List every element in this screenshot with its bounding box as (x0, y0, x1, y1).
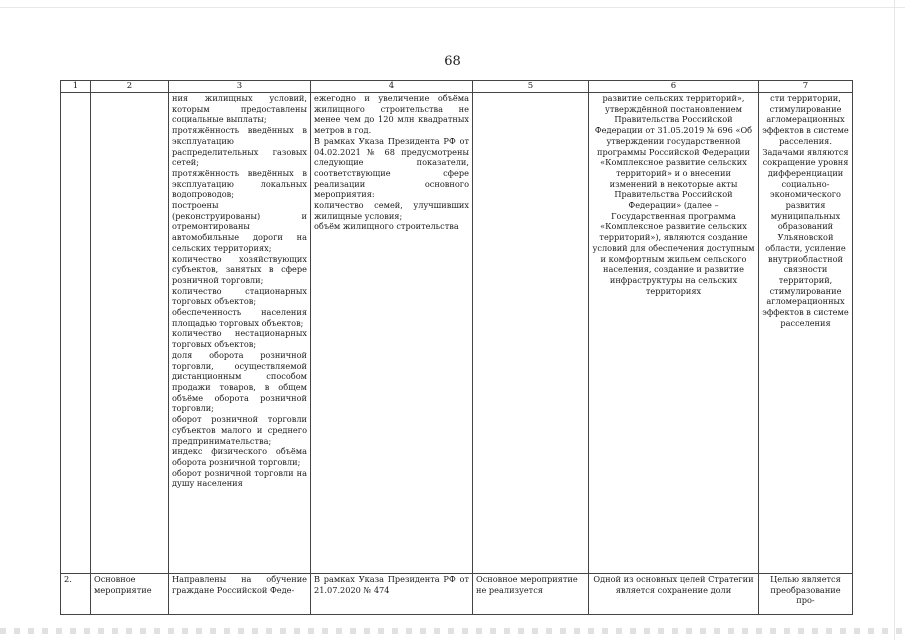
row1-status-cell (473, 93, 589, 574)
document-table (60, 80, 853, 615)
row2-status-cell: Основное мероприятие не реализуется (473, 574, 589, 615)
page-number: 68 (444, 54, 461, 69)
decree-paragraph: ежегодно и увеличение объёма жилищного строительства не менее чем до 120 млн квадратных метров в год. (314, 93, 469, 136)
decree-paragraph: объём жилищного строительства (314, 221, 459, 232)
decree-paragraph: В рамках Указа Президента РФ от 04.02.2021 № 68 предусмотрены следующие показатели, соответствующие сфере реализации основного мероприятия: (314, 135, 469, 200)
row1-name-cell (91, 93, 169, 574)
indicator-item: построены (реконструированы) и отремонтированы автомобильные дороги на сельских территориях; (172, 200, 307, 253)
indicator-item: количество стационарных торговых объектов; (172, 285, 307, 307)
row1-number-cell (61, 93, 91, 574)
scan-edge-right (894, 0, 895, 640)
header-cell-7: 7 (759, 81, 853, 93)
indicator-item: протяжённость введённых в эксплуатацию локальных водопроводов; (172, 167, 307, 200)
indicator-item: количество нестационарных торговых объектов; (172, 328, 307, 350)
indicator-item: доля оборота розничной торговли, осуществляемой дистанционным способом продажи товаров, в общем объёме оборота розничной торговли; (172, 349, 307, 414)
decree-paragraph: количество семей, улучшивших жилищные условия; (314, 200, 469, 221)
table-row (61, 93, 853, 574)
row1-strategy-cell: развитие сельских территорий», утверждённой постановлением Правительства Российской Федерации от 31.05.2019 № 696 «Об утверждении государственной программы Российской Федерации «Комплексное развитие сельских территорий» и о внесении изменений в некоторые акты Правительства Российской Федерации» (далее – Государственная программа «Комплексное развитие сельских территорий»), являются создание условий для обеспечения доступным и комфортным жильем сельского населения, создание и развитие инфраструктуры на сельских территориях (589, 93, 759, 574)
scan-noise-bottom (0, 628, 905, 634)
header-cell-1: 1 (61, 81, 91, 93)
table-row (61, 574, 853, 615)
header-cell-3: 3 (169, 81, 311, 93)
row2-number-cell: 2. (61, 574, 91, 615)
row2-goals-cell: Целью является преобразование про- (759, 574, 853, 615)
indicator-item: оборот розничной торговли субъектов малого и среднего предпринимательства; (172, 414, 307, 446)
header-cell-2: 2 (91, 81, 169, 93)
goal-paragraph: Задачами являются сокращение уровня дифференциации социально-экономического развития муниципальных образований Ульяновской области, усиление внутриобластной связности территорий, стимулирование агломерационных эффектов в системе расселения (762, 146, 849, 328)
row1-indicators-cell (169, 93, 311, 574)
row2-decree-cell: В рамках Указа Президента РФ от 21.07.2020 № 474 (311, 574, 473, 615)
row1-goals-cell (759, 93, 853, 574)
row2-name-cell: Основное мероприятие (91, 574, 169, 615)
scan-edge-top (0, 7, 905, 8)
row1-decree-cell (311, 93, 473, 574)
indicator-item: ния жилищных условий, которым предоставлены социальные выплаты; (172, 93, 307, 125)
row2-indicators-cell: Направлены на обучение граждане Российской Феде- (169, 574, 311, 615)
header-cell-4: 4 (311, 81, 473, 93)
header-cell-5: 5 (473, 81, 589, 93)
row2-strategy-cell: Одной из основных целей Стратегии является сохранение доли (589, 574, 759, 615)
indicator-item: индекс физического объёма оборота розничной торговли; (172, 446, 307, 467)
indicator-item: протяжённость введённых в эксплуатацию распределительных газовых сетей; (172, 125, 307, 168)
indicator-item: оборот розничной торговли на душу населения (172, 467, 307, 489)
indicator-item: обеспеченность населения площадью торговых объектов; (172, 307, 307, 328)
header-cell-6: 6 (589, 81, 759, 93)
header-row (61, 81, 853, 93)
goal-paragraph: сти территории, стимулирование агломерационных эффектов в системе расселения. (762, 93, 849, 146)
indicator-item: количество хозяйствующих субъектов, занятых в сфере розничной торговли; (172, 253, 307, 285)
